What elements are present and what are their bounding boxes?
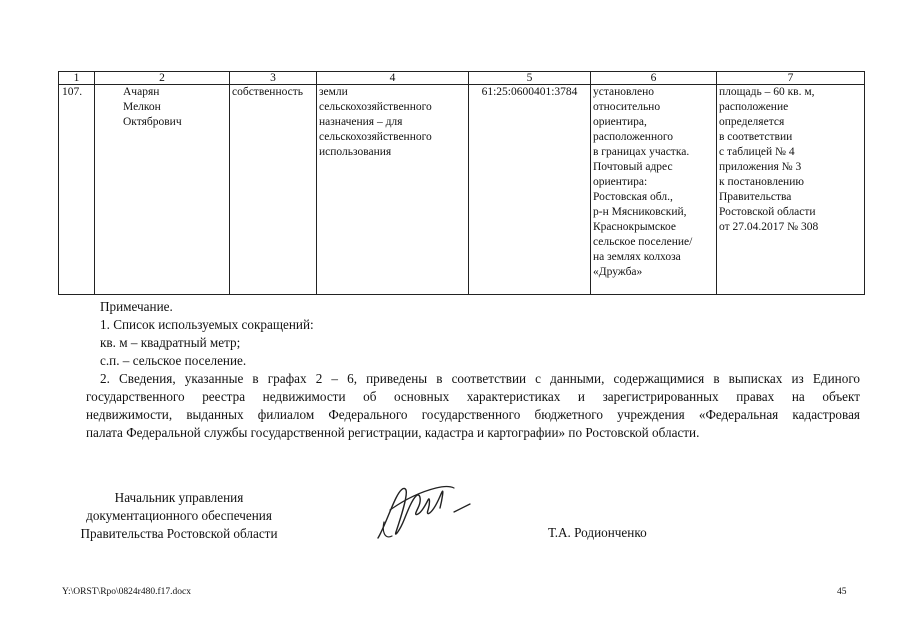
owner-line: Ачарян (123, 86, 160, 98)
row-number: 107. (59, 85, 95, 295)
location-cell (591, 85, 717, 295)
note-item-2-line: палата Федеральной службы государственной регистрации, кадастра и картографии» по Ростовской области. (86, 425, 700, 440)
location-line: в границах участка. (593, 146, 690, 158)
area-cell (717, 85, 865, 295)
table-row (59, 85, 865, 295)
area-line: в соответствии (719, 131, 793, 143)
col-header-6: 6 (591, 72, 717, 85)
category-line: использования (319, 146, 392, 158)
area-line: приложения № 3 (719, 161, 802, 173)
area-line: от 27.04.2017 № 308 (719, 221, 819, 233)
note-item-2-line: 2. Сведения, указанные в графах 2 – 6, приведены в соответствии с данными, содержащимися в выписках из Единого (100, 371, 860, 386)
area-line: к постановлению (719, 176, 804, 188)
location-line: сельское поселение/ (593, 236, 693, 248)
location-line: установлено (593, 86, 655, 98)
area-line: площадь – 60 кв. м, (719, 86, 815, 98)
abbreviation-line: с.п. – сельское поселение. (100, 353, 247, 368)
signatory-title-line: Начальник управления (114, 490, 244, 505)
register-table (58, 71, 865, 295)
signatory-title-line: документационного обеспечения (86, 508, 272, 523)
col-header-1: 1 (59, 72, 95, 85)
abbreviation-line: кв. м – квадратный метр; (100, 335, 241, 350)
category-cell (317, 85, 469, 295)
area-line: с таблицей № 4 (719, 146, 795, 158)
note-item-1: 1. Список используемых сокращений: (100, 317, 314, 332)
signatory-name: Т.А. Родионченко (548, 525, 647, 540)
location-line: р-н Мясниковский, (593, 206, 687, 218)
note-item-2-line: недвижимости, выданных филиалом Федерального государственного бюджетного учреждения «Федеральная кадастровая (86, 407, 860, 422)
location-line: ориентира, (593, 116, 647, 128)
location-line: относительно (593, 101, 661, 113)
location-line: ориентира: (593, 176, 648, 188)
col-header-4: 4 (317, 72, 469, 85)
signatory-title (62, 489, 296, 543)
location-line: на землях колхоза (593, 251, 681, 263)
location-line: Почтовый адрес (593, 161, 673, 173)
location-line: Ростовская обл., (593, 191, 673, 203)
col-header-5: 5 (469, 72, 591, 85)
col-header-3: 3 (230, 72, 317, 85)
table-header-row (59, 72, 865, 85)
owner-cell (95, 85, 230, 295)
signatory-title-line: Правительства Ростовской области (80, 526, 278, 541)
owner-line: Октябрович (123, 116, 182, 128)
area-line: расположение (719, 101, 789, 113)
category-line: сельскохозяйственного (319, 101, 432, 113)
category-line: земли (319, 86, 348, 98)
note-item-2-line: государственного реестра недвижимости об основных характеристиках и зарегистрированных правах на объект (86, 389, 860, 404)
category-line: назначения – для (319, 116, 403, 128)
area-line: определяется (719, 116, 785, 128)
page-number: 45 (837, 587, 847, 597)
owner-line: Мелкон (123, 101, 161, 113)
location-line: Краснокрымское (593, 221, 676, 233)
category-line: сельскохозяйственного (319, 131, 432, 143)
col-header-7: 7 (717, 72, 865, 85)
note-heading: Примечание. (100, 299, 173, 314)
file-path: Y:\ORST\Rpo\0824r480.f17.docx (62, 587, 191, 597)
location-line: расположенного (593, 131, 674, 143)
location-line: «Дружба» (593, 266, 643, 278)
col-header-2: 2 (95, 72, 230, 85)
note-section (86, 298, 860, 442)
area-line: Ростовской области (719, 206, 816, 218)
right-cell: собственность (230, 85, 317, 295)
cadastral-number-cell: 61:25:0600401:3784 (469, 85, 591, 295)
handwritten-signature (370, 470, 480, 550)
area-line: Правительства (719, 191, 792, 203)
